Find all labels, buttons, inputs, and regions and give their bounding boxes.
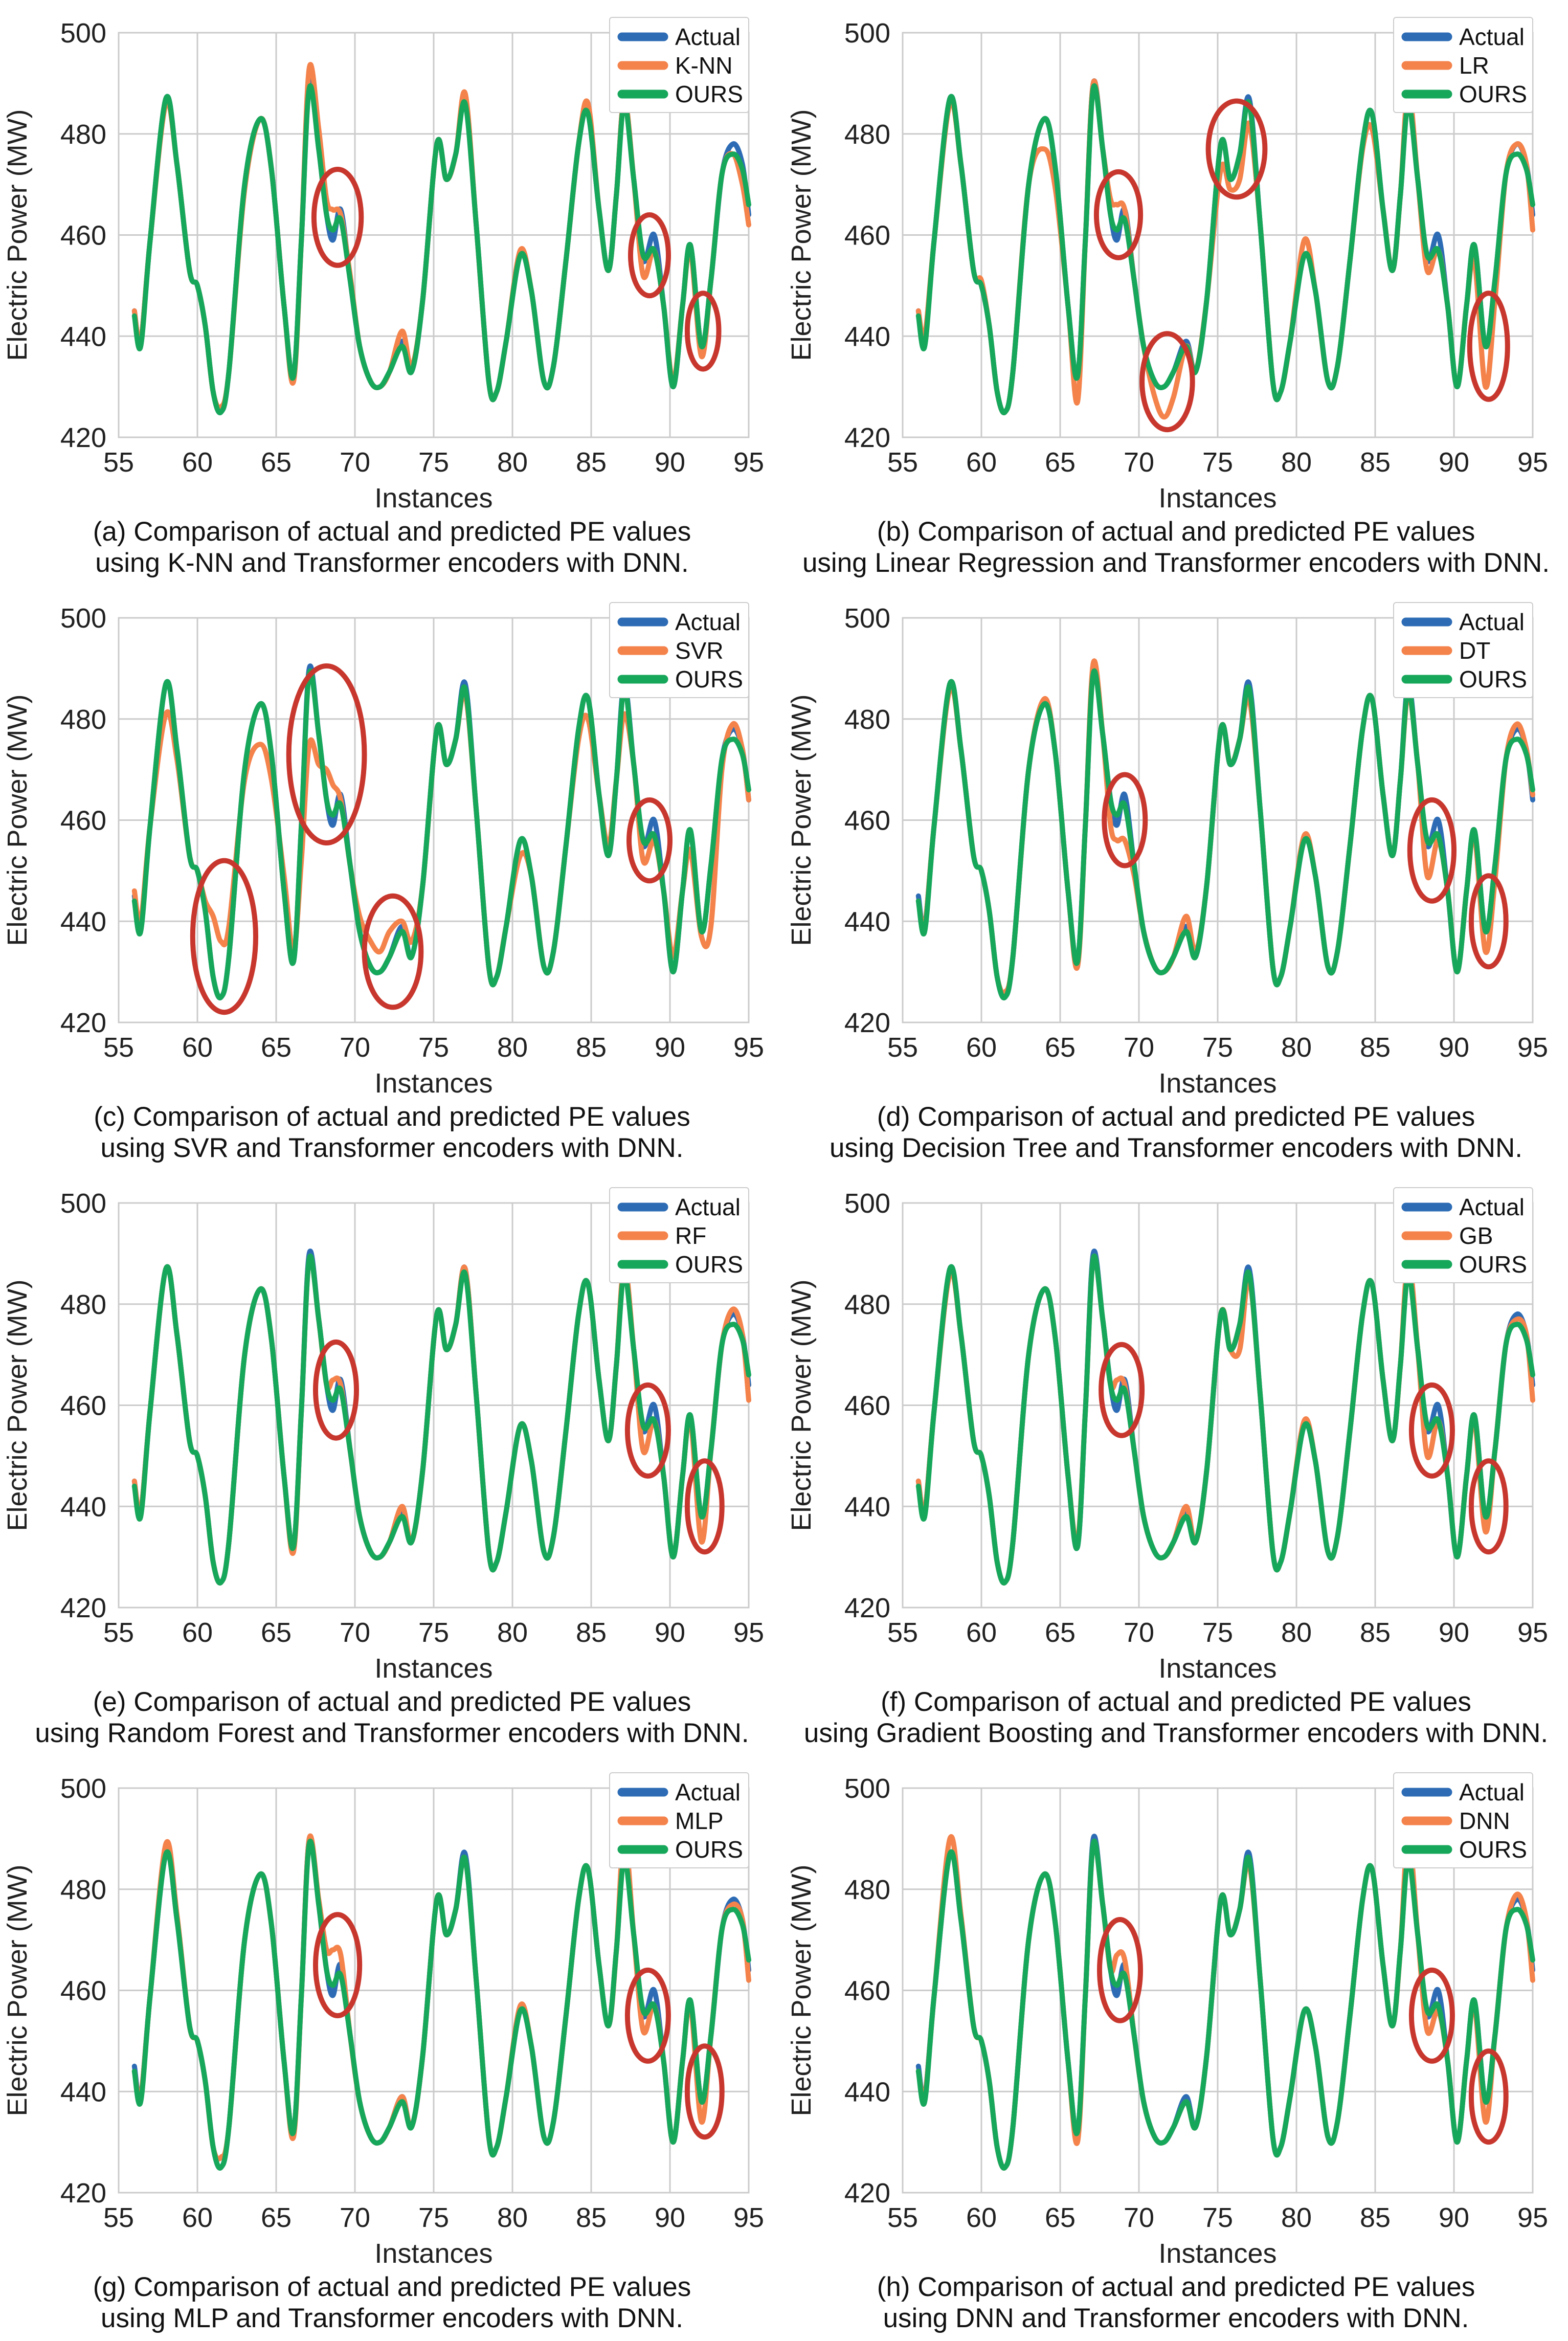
legend-label: DNN <box>1459 1808 1510 1834</box>
x-tick-label: 85 <box>575 2202 607 2233</box>
x-tick-label: 90 <box>654 1032 686 1063</box>
subplot-g <box>0 1755 784 2340</box>
legend-label: Actual <box>675 1779 741 1805</box>
legend-label: Actual <box>675 609 741 635</box>
x-tick-label: 85 <box>1359 1032 1391 1063</box>
y-tick-label: 440 <box>60 321 106 352</box>
x-tick-label: 85 <box>575 447 607 478</box>
y-tick-label: 420 <box>60 422 106 453</box>
x-tick-label: 70 <box>1123 447 1155 478</box>
y-tick-label: 460 <box>844 220 890 251</box>
legend-label: K-NN <box>675 52 733 79</box>
legend-label: LR <box>1459 52 1489 79</box>
x-tick-label: 95 <box>733 447 765 478</box>
chart-knn <box>0 0 784 517</box>
caption-g-line2: using MLP and Transformer encoders with DNN. <box>100 2303 683 2333</box>
caption-e-line2: using Random Forest and Transformer encoders with DNN. <box>35 1718 749 1748</box>
x-tick-label: 75 <box>418 1617 450 1648</box>
caption-f <box>784 1687 1568 1749</box>
subplot-d <box>784 585 1568 1170</box>
y-tick-label: 440 <box>844 321 890 352</box>
x-axis-label: Instances <box>374 2238 493 2269</box>
y-tick-label: 460 <box>844 1975 890 2006</box>
subplot-f <box>784 1170 1568 1755</box>
y-tick-label: 420 <box>60 1593 106 1623</box>
x-tick-label: 85 <box>575 1617 607 1648</box>
x-tick-label: 70 <box>339 1032 371 1063</box>
legend-label: OURS <box>1459 1251 1527 1278</box>
legend-label: Actual <box>1459 609 1525 635</box>
x-tick-label: 80 <box>497 2202 528 2233</box>
legend-label: OURS <box>1459 81 1527 107</box>
x-tick-label: 85 <box>1359 1617 1391 1648</box>
y-tick-label: 420 <box>844 1593 890 1623</box>
legend-label: OURS <box>1459 666 1527 693</box>
x-tick-label: 65 <box>260 1032 292 1063</box>
y-tick-label: 460 <box>844 805 890 836</box>
y-axis-label: Electric Power (MW) <box>2 1864 33 2116</box>
x-tick-label: 95 <box>733 2202 765 2233</box>
caption-e <box>0 1687 784 1749</box>
y-tick-label: 480 <box>60 1874 106 1905</box>
x-tick-label: 95 <box>1517 2202 1549 2233</box>
subplot-c <box>0 585 784 1170</box>
x-tick-label: 60 <box>966 1032 997 1063</box>
caption-a-line2: using K-NN and Transformer encoders with DNN. <box>95 547 689 578</box>
x-tick-label: 65 <box>260 447 292 478</box>
x-tick-label: 70 <box>1123 2202 1155 2233</box>
y-tick-label: 460 <box>60 1975 106 2006</box>
y-tick-label: 480 <box>844 1289 890 1320</box>
y-tick-label: 480 <box>844 1874 890 1905</box>
x-tick-label: 75 <box>1202 447 1234 478</box>
x-tick-label: 60 <box>182 1032 213 1063</box>
legend-label: Actual <box>1459 1194 1525 1220</box>
y-tick-label: 440 <box>844 906 890 938</box>
caption-b <box>784 517 1568 579</box>
caption-g-line1: (g) Comparison of actual and predicted PE values <box>93 2272 691 2302</box>
caption-d <box>784 1102 1568 1164</box>
y-tick-label: 500 <box>844 603 890 634</box>
y-axis-label: Electric Power (MW) <box>786 1864 817 2116</box>
legend-label: Actual <box>675 24 741 50</box>
y-axis-label: Electric Power (MW) <box>2 1279 33 1531</box>
y-tick-label: 480 <box>844 704 890 735</box>
y-tick-label: 500 <box>844 1188 890 1219</box>
chart-mlp <box>0 1755 784 2272</box>
x-tick-label: 55 <box>887 447 919 478</box>
y-tick-label: 500 <box>60 1188 106 1219</box>
x-tick-label: 70 <box>339 447 371 478</box>
x-axis-label: Instances <box>1158 1068 1277 1099</box>
x-axis-label: Instances <box>1158 2238 1277 2269</box>
subplot-e <box>0 1170 784 1755</box>
x-tick-label: 70 <box>339 1617 371 1648</box>
x-tick-label: 80 <box>497 1617 528 1648</box>
x-tick-label: 75 <box>1202 1032 1234 1063</box>
caption-c-line2: using SVR and Transformer encoders with DNN. <box>100 1132 684 1163</box>
caption-f-line2: using Gradient Boosting and Transformer encoders with DNN. <box>803 1718 1549 1748</box>
y-tick-label: 440 <box>844 1491 890 1523</box>
y-tick-label: 440 <box>60 2077 106 2108</box>
x-tick-label: 90 <box>1438 1617 1470 1648</box>
x-tick-label: 60 <box>966 1617 997 1648</box>
caption-d-line1: (d) Comparison of actual and predicted PE values <box>877 1102 1475 1132</box>
y-tick-label: 500 <box>844 18 890 49</box>
x-tick-label: 65 <box>1044 447 1076 478</box>
caption-h <box>784 2272 1568 2334</box>
legend-label: OURS <box>675 666 743 693</box>
legend-label: MLP <box>675 1808 724 1834</box>
y-tick-label: 480 <box>844 119 890 150</box>
x-tick-label: 80 <box>1281 1617 1312 1648</box>
y-axis-label: Electric Power (MW) <box>786 109 817 361</box>
legend-label: Actual <box>1459 1779 1525 1805</box>
y-tick-label: 420 <box>60 1008 106 1038</box>
legend-label: GB <box>1459 1222 1493 1249</box>
legend-label: OURS <box>675 1836 743 1863</box>
y-tick-label: 420 <box>60 2178 106 2209</box>
x-axis-label: Instances <box>1158 1653 1277 1684</box>
chart-rf <box>0 1170 784 1687</box>
x-tick-label: 55 <box>103 1032 135 1063</box>
x-tick-label: 55 <box>887 2202 919 2233</box>
x-tick-label: 80 <box>1281 1032 1312 1063</box>
subplot-a <box>0 0 784 585</box>
legend-label: SVR <box>675 637 724 664</box>
x-axis-label: Instances <box>1158 483 1277 514</box>
x-tick-label: 75 <box>418 1032 450 1063</box>
y-tick-label: 420 <box>844 2178 890 2209</box>
y-tick-label: 480 <box>60 1289 106 1320</box>
y-tick-label: 440 <box>60 1491 106 1523</box>
x-tick-label: 80 <box>497 447 528 478</box>
subplot-h <box>784 1755 1568 2340</box>
x-axis-label: Instances <box>374 1068 493 1099</box>
x-tick-label: 90 <box>654 1617 686 1648</box>
x-tick-label: 55 <box>103 1617 135 1648</box>
x-tick-label: 85 <box>1359 2202 1391 2233</box>
x-tick-label: 60 <box>182 447 213 478</box>
x-tick-label: 90 <box>654 2202 686 2233</box>
x-tick-label: 65 <box>1044 1032 1076 1063</box>
x-tick-label: 95 <box>733 1032 765 1063</box>
x-tick-label: 90 <box>654 447 686 478</box>
y-tick-label: 480 <box>60 704 106 735</box>
y-tick-label: 500 <box>60 1773 106 1804</box>
caption-h-line1: (h) Comparison of actual and predicted PE values <box>877 2272 1475 2302</box>
caption-f-line1: (f) Comparison of actual and predicted PE values <box>881 1687 1471 1717</box>
x-tick-label: 55 <box>887 1617 919 1648</box>
x-tick-label: 55 <box>103 2202 135 2233</box>
chart-gb <box>784 1170 1568 1687</box>
x-tick-label: 70 <box>1123 1617 1155 1648</box>
chart-svr <box>0 585 784 1102</box>
y-tick-label: 460 <box>60 1390 106 1421</box>
x-tick-label: 60 <box>182 1617 213 1648</box>
x-tick-label: 95 <box>1517 1032 1549 1063</box>
legend-label: RF <box>675 1222 707 1249</box>
x-tick-label: 75 <box>418 447 450 478</box>
chart-dt <box>784 585 1568 1102</box>
x-tick-label: 75 <box>1202 2202 1234 2233</box>
x-tick-label: 85 <box>1359 447 1391 478</box>
x-tick-label: 95 <box>733 1617 765 1648</box>
y-tick-label: 500 <box>844 1773 890 1804</box>
chart-dnn <box>784 1755 1568 2272</box>
caption-a-line1: (a) Comparison of actual and predicted PE values <box>93 517 691 547</box>
caption-g <box>0 2272 784 2334</box>
legend-label: DT <box>1459 637 1491 664</box>
x-tick-label: 65 <box>260 2202 292 2233</box>
x-tick-label: 90 <box>1438 447 1470 478</box>
y-tick-label: 480 <box>60 119 106 150</box>
x-tick-label: 70 <box>1123 1032 1155 1063</box>
y-tick-label: 460 <box>60 805 106 836</box>
y-tick-label: 460 <box>844 1390 890 1421</box>
y-tick-label: 500 <box>60 603 106 634</box>
y-tick-label: 460 <box>60 220 106 251</box>
caption-e-line1: (e) Comparison of actual and predicted PE values <box>93 1687 691 1717</box>
legend-label: OURS <box>1459 1836 1527 1863</box>
caption-c-line1: (c) Comparison of actual and predicted PE values <box>94 1102 690 1132</box>
chart-lr <box>784 0 1568 517</box>
x-tick-label: 60 <box>182 2202 213 2233</box>
x-tick-label: 90 <box>1438 2202 1470 2233</box>
x-tick-label: 80 <box>1281 447 1312 478</box>
x-tick-label: 60 <box>966 2202 997 2233</box>
y-tick-label: 440 <box>60 906 106 938</box>
x-tick-label: 55 <box>103 447 135 478</box>
x-tick-label: 95 <box>1517 447 1549 478</box>
caption-h-line2: using DNN and Transformer encoders with DNN. <box>883 2303 1469 2333</box>
caption-b-line2: using Linear Regression and Transformer encoders with DNN. <box>802 547 1550 578</box>
x-tick-label: 75 <box>418 2202 450 2233</box>
subplot-b <box>784 0 1568 585</box>
caption-a <box>0 517 784 579</box>
legend-label: OURS <box>675 1251 743 1278</box>
y-axis-label: Electric Power (MW) <box>2 109 33 361</box>
x-tick-label: 80 <box>497 1032 528 1063</box>
x-tick-label: 80 <box>1281 2202 1312 2233</box>
x-tick-label: 70 <box>339 2202 371 2233</box>
x-axis-label: Instances <box>374 483 493 514</box>
x-tick-label: 55 <box>887 1032 919 1063</box>
caption-b-line1: (b) Comparison of actual and predicted PE values <box>877 517 1475 547</box>
y-axis-label: Electric Power (MW) <box>786 694 817 946</box>
x-tick-label: 65 <box>260 1617 292 1648</box>
y-axis-label: Electric Power (MW) <box>2 694 33 946</box>
legend-label: Actual <box>1459 24 1525 50</box>
x-tick-label: 90 <box>1438 1032 1470 1063</box>
x-tick-label: 60 <box>966 447 997 478</box>
legend-label: OURS <box>675 81 743 107</box>
y-tick-label: 420 <box>844 1008 890 1038</box>
x-axis-label: Instances <box>374 1653 493 1684</box>
x-tick-label: 95 <box>1517 1617 1549 1648</box>
x-tick-label: 75 <box>1202 1617 1234 1648</box>
x-tick-label: 65 <box>1044 1617 1076 1648</box>
x-tick-label: 65 <box>1044 2202 1076 2233</box>
y-tick-label: 500 <box>60 18 106 49</box>
caption-d-line2: using Decision Tree and Transformer encoders with DNN. <box>829 1132 1523 1163</box>
x-tick-label: 85 <box>575 1032 607 1063</box>
y-tick-label: 440 <box>844 2077 890 2108</box>
y-axis-label: Electric Power (MW) <box>786 1279 817 1531</box>
y-tick-label: 420 <box>844 422 890 453</box>
caption-c <box>0 1102 784 1164</box>
legend-label: Actual <box>675 1194 741 1220</box>
